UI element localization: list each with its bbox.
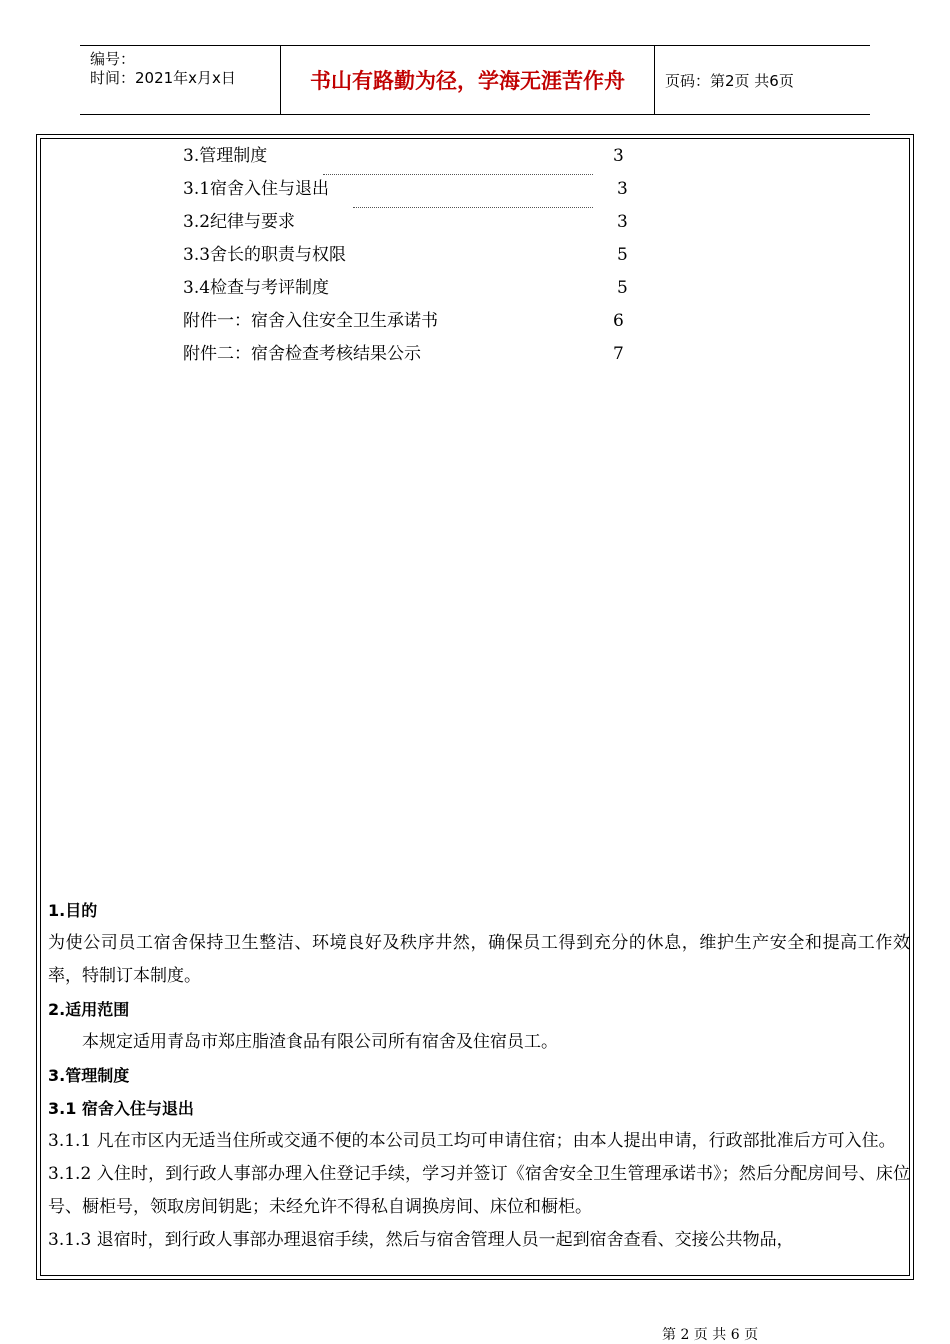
subsection-heading-checkin: 3.1 宿舍入住与退出 xyxy=(48,1099,194,1118)
toc-leader-dots xyxy=(353,207,593,208)
document-body xyxy=(48,894,910,1257)
toc-entry-page: 3 xyxy=(613,146,624,166)
document-time: 时间：2021年x月x日 xyxy=(90,69,236,87)
toc-entry[interactable] xyxy=(183,308,643,341)
clause-3-1-3: 3.1.3 退宿时，到行政人事部办理退宿手续，然后与宿舍管理人员一起到宿舍查看、交接公共物品， xyxy=(48,1230,794,1250)
scope-paragraph: 本规定适用青岛市郑庄脂渣食品有限公司所有宿舍及住宿员工。 xyxy=(82,1032,558,1052)
toc-entry[interactable] xyxy=(183,275,643,308)
toc-entry-page: 3 xyxy=(617,179,628,199)
toc-entry-title: 3.3舍长的职责与权限 xyxy=(183,245,347,265)
header-motto: 书山有路勤为径，学海无涯苦作舟 xyxy=(281,46,655,114)
page-footer: 第 2 页 共 6 页 xyxy=(662,1327,759,1343)
toc-entry-title: 附件一：宿舍入住安全卫生承诺书 xyxy=(183,311,438,331)
content-box xyxy=(36,134,914,1280)
content-box-inner xyxy=(40,138,910,1276)
toc-entry[interactable] xyxy=(183,209,643,242)
purpose-paragraph: 为使公司员工宿舍保持卫生整洁、环境良好及秩序井然，确保员工得到充分的休息，维护生产安全和提高工作效率，特制订本制度。 xyxy=(48,933,910,986)
page-header xyxy=(80,45,870,115)
toc-entry-title: 3.管理制度 xyxy=(183,146,268,166)
toc-entry-page: 6 xyxy=(613,311,624,331)
toc-entry-title: 3.1宿舍入住与退出 xyxy=(183,179,330,199)
toc-entry-page: 7 xyxy=(613,344,624,364)
toc-entry[interactable] xyxy=(183,176,643,209)
toc-entry-title: 3.4检查与考评制度 xyxy=(183,278,330,298)
section-heading-purpose: 1.目的 xyxy=(48,901,98,920)
clause-3-1-2: 3.1.2 入住时，到行政人事部办理入住登记手续，学习并签订《宿舍安全卫生管理承诺书》；然后分配房间号、床位号、橱柜号，领取房间钥匙；未经允许不得私自调换房间、床位和橱柜。 xyxy=(48,1164,910,1217)
toc-entry-page: 3 xyxy=(617,212,628,232)
document-number-label: 编号： xyxy=(90,50,136,68)
toc-leader-dots xyxy=(323,174,593,175)
toc-entry-title: 附件二：宿舍检查考核结果公示 xyxy=(183,344,421,364)
table-of-contents xyxy=(183,143,643,374)
toc-entry[interactable] xyxy=(183,341,643,374)
clause-3-1-1: 3.1.1 凡在市区内无适当住所或交通不便的本公司员工均可申请住宿；由本人提出申请，行政部批准后方可入住。 xyxy=(48,1131,896,1151)
toc-entry-page: 5 xyxy=(617,278,628,298)
header-page-info: 页码：第2页 共6页 xyxy=(665,71,794,90)
section-heading-management: 3.管理制度 xyxy=(48,1066,130,1085)
toc-entry-title: 3.2纪律与要求 xyxy=(183,212,296,232)
header-meta-cell xyxy=(80,46,281,114)
toc-entry[interactable] xyxy=(183,242,643,275)
section-heading-scope: 2.适用范围 xyxy=(48,1000,130,1019)
toc-entry-page: 5 xyxy=(617,245,628,265)
toc-entry[interactable] xyxy=(183,143,643,176)
